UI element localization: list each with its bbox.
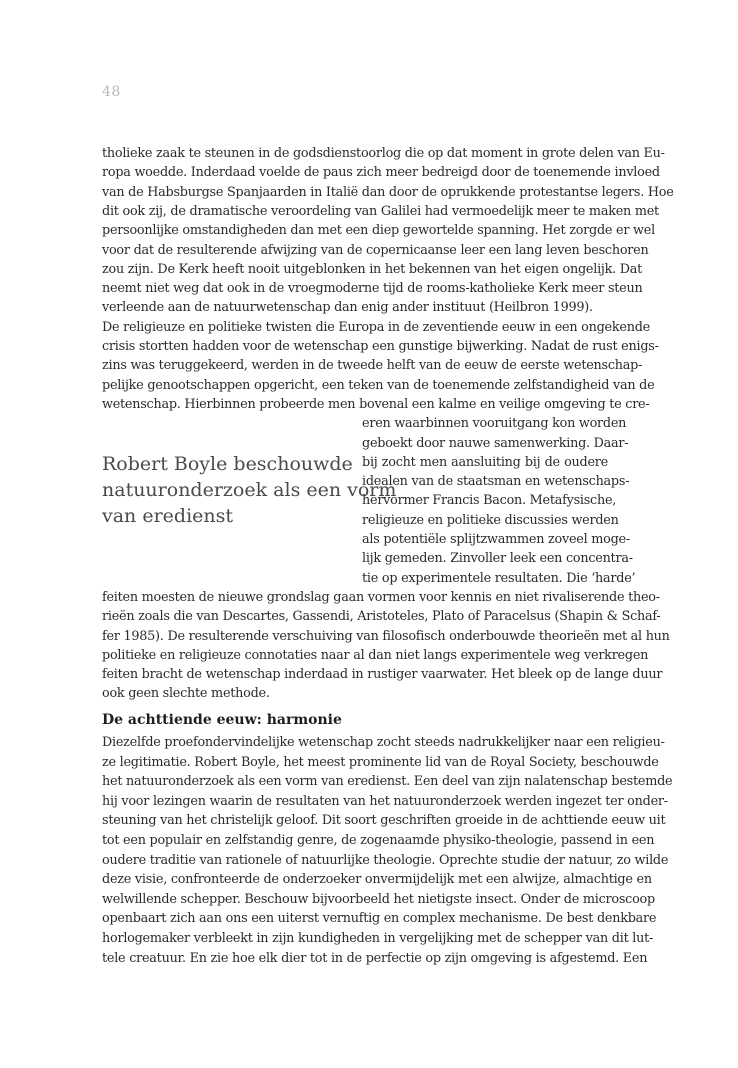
text-line: zou zijn. De Kerk heeft nooit uitgeblonken in het bekennen van het eigen ongelijk. Dat — [102, 261, 643, 277]
text-line: zins was teruggekeerd, werden in de tweede helft van de eeuw de eerste wetenschap- — [102, 358, 643, 374]
text-line: tholieke zaak te steunen in de godsdienstoorlog die op dat moment in grote delen van Eu- — [102, 146, 665, 161]
text-line: tele creatuur. En zie hoe elk dier tot in de perfectie op zijn omgeving is afgestemd. Een — [102, 950, 648, 966]
text-line: geboekt door nauwe samenwerking. Daar- — [362, 435, 629, 451]
pull-quote-line: Robert Boyle beschouwde — [102, 453, 353, 475]
section-heading: De achttiende eeuw: harmonie — [102, 712, 342, 728]
text-line: bij zocht men aansluiting bij de oudere — [362, 454, 608, 470]
text-line: politieke en religieuze connotaties naar al dan niet langs experimentele weg verkregen — [102, 647, 649, 663]
text-line: het natuuronderzoek als een vorm van eredienst. Een deel van zijn nalatenschap bestemde — [102, 774, 673, 790]
text-line: crisis stortten hadden voor de wetenschap een gunstige bijwerking. Nadat de rust enigs- — [102, 339, 659, 354]
text-line: dit ook zij, de dramatische veroordeling van Galilei had vermoedelijk meer te maken met — [102, 203, 659, 219]
text-line: rieën zoals die van Descartes, Gassendi, Aristoteles, Plato of Paracelsus (Shapin & Schaf- — [102, 609, 661, 625]
text-line: lijk gemeden. Zinvoller leek een concentra- — [362, 551, 633, 567]
text-line: tot een populair en zelfstandig genre, de zogenaamde physiko-theologie, passend in een — [102, 833, 655, 848]
text-line: voor dat de resulterende afwijzing van de copernicaanse leer een lang leven beschoren — [102, 242, 649, 258]
text-line: oudere traditie van rationele of natuurlijke theologie. Oprechte studie der natuur, zo wilde — [102, 852, 669, 868]
text-line: feiten moesten de nieuwe grondslag gaan vormen voor kennis en niet rivaliserende theo- — [102, 589, 660, 605]
text-line: idealen van de staatsman en wetenschaps- — [362, 474, 630, 490]
text-line: religieuze en politieke discussies werden — [362, 512, 619, 528]
pull-quote-line: natuuronderzoek als een vorm — [102, 479, 397, 501]
text-line: tie op experimentele resultaten. Die ‘harde’ — [362, 570, 636, 586]
text-line: hervormer Francis Bacon. Metafysische, — [362, 493, 617, 509]
text-line: openbaart zich aan ons een uiterst vernuftig en complex mechanisme. De best denkbare — [102, 911, 657, 927]
text-line: steuning van het christelijk geloof. Dit soort geschriften groeide in de achttiende eeuw uit — [102, 813, 666, 829]
text-line: verleende aan de natuurwetenschap dan enig ander instituut (Heilbron 1999). — [102, 300, 593, 316]
text-line: Diezelfde proefondervindelijke wetenschap zocht steeds nadrukkelijker naar een religieu- — [102, 735, 665, 750]
text-line: als potentiële splijtzwammen zoveel moge- — [362, 532, 630, 547]
text-line: ropa woedde. Inderdaad voelde de paus zich meer bedreigd door de toenemende invloed — [102, 165, 660, 181]
text-line: ze legitimatie. Robert Boyle, het meest prominente lid van de Royal Society, beschouwde — [102, 754, 659, 770]
pull-quote — [102, 451, 397, 529]
text-line: horlogemaker verbleekt in zijn kundigheden in vergelijking met de schepper van dit lut- — [102, 931, 654, 946]
text-line: neemt niet weg dat ook in de vroegmoderne tijd de rooms-katholieke Kerk meer steun — [102, 281, 643, 297]
text-line: van de Habsburgse Spanjaarden in Italië dan door de oprukkende protestantse legers. Hoe — [102, 184, 674, 200]
text-line: persoonlijke omstandigheden dan met een diep gewortelde spanning. Het zorgde er wel — [102, 223, 655, 239]
text-line: eren waarbinnen vooruitgang kon worden — [362, 416, 627, 432]
text-line: wetenschap. Hierbinnen probeerde men bovenal een kalme en veilige omgeving te cre- — [102, 396, 650, 412]
text-line: feiten bracht de wetenschap inderdaad in rustiger vaarwater. Het bleek op de lange duur — [102, 667, 663, 683]
text-line — [102, 968, 608, 988]
text-line: fer 1985). De resulterende verschuiving van filosofisch onderbouwde theorieën met al hun — [102, 628, 670, 644]
pull-quote-line: van eredienst — [102, 505, 234, 527]
text-line: ook geen slechte methode. — [102, 686, 270, 702]
text-line: hij voor lezingen waarin de resultaten van het natuuronderzoek werden ingezet ter onder- — [102, 793, 668, 809]
text-line: welwillende schepper. Beschouw bijvoorbeeld het nietigste insect. Onder de microscoop — [102, 891, 655, 907]
page-number: 48 — [102, 84, 121, 100]
text-line: pelijke genootschappen opgericht, een teken van de toenemende zelfstandigheid van de — [102, 377, 655, 393]
text-line: deze visie, confronteerde de onderzoeker onvermijdelijk met een alwijze, almachtige en — [102, 872, 652, 888]
text-line: De religieuze en politieke twisten die Europa in de zeventiende eeuw in een ongekende — [102, 319, 650, 335]
